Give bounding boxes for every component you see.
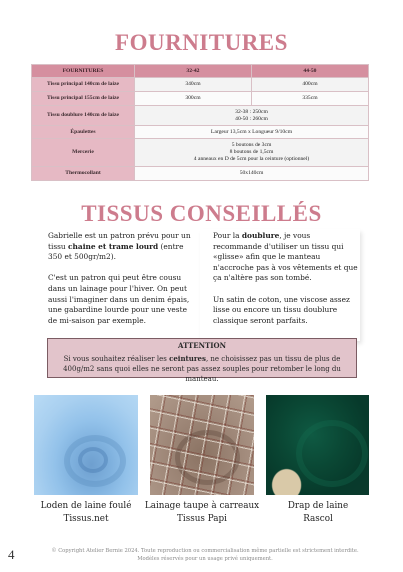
tissus-conseilles-title: TISSUS CONSEILLÉS <box>81 201 322 226</box>
fabric-name: Loden de laine foulé <box>40 501 132 511</box>
fabric-source: Tissus.net <box>63 513 109 524</box>
text: Si vous souhaitez réaliser les <box>63 355 170 363</box>
fournitures-table <box>31 64 369 181</box>
table-row <box>32 139 369 167</box>
table-cell: 400cm <box>251 78 368 92</box>
fabric-fold <box>296 420 368 487</box>
text: (entre 350 et 500gr/m2). <box>48 241 184 262</box>
text: , ne choisissez pas un tissu de plus de 400g/m2 sans quoi elles ne seront pas assez souples pour retomber le long du manteau. <box>63 355 341 383</box>
fabric-fold <box>175 430 240 485</box>
table-header-row <box>32 65 369 78</box>
text: Gabrielle est un patron prévu pour un tissu <box>48 231 191 251</box>
row-label: Épaulettes <box>32 126 135 139</box>
table-cell: 335cm <box>251 92 368 106</box>
cell-line: 4 anneaux en D de 5cm pour la ceinture (optionnel) <box>193 156 310 162</box>
right-column <box>213 231 360 337</box>
attention-title: ATTENTION <box>178 341 226 350</box>
cell-line: 40-50 : 260cm <box>235 115 268 122</box>
cell-line: 8 boutons de 1,5cm <box>229 149 274 155</box>
text: Pour la <box>213 231 242 240</box>
table-cell: 340cm <box>135 78 252 92</box>
fabric-source: Tissus Papi <box>177 513 227 524</box>
cell-line: 5 boutons de 3cm <box>231 142 272 148</box>
fabric-source: Rascol <box>303 513 333 524</box>
cell-line: 32-38 : 250cm <box>235 108 268 115</box>
bold-text: chaine et trame lourd <box>68 241 159 251</box>
fabric-photo-drap <box>266 395 369 495</box>
fournitures-title: FOURNITURES <box>115 30 288 55</box>
table-cell: Largeur 13,5cm x Longueur 9/10cm <box>135 126 369 139</box>
paragraph: C'est un patron qui peut être cousu dans un lainage pour l'hiver. On peut aussi l'imaginer dans un denim épais, une gabardine lourde pour une veste de mi-saison par exemple. <box>48 273 190 325</box>
bold-text: doublure <box>241 231 280 240</box>
page-number: 4 <box>8 547 15 562</box>
text: , je vous recommande d'utiliser un tissu qui «glisse» afin que le manteau n'accroche pas à vos vêtements et que ça n'altère pas son tombé. <box>213 231 358 283</box>
fabric-caption <box>28 500 144 525</box>
attention-box <box>47 338 357 383</box>
fabric-caption <box>262 500 374 525</box>
paragraph <box>213 231 360 284</box>
row-label: Thermocollant <box>32 167 135 181</box>
fabric-photo-lainage <box>150 395 254 495</box>
row-label: Tissu doublure 140cm de laize <box>32 106 135 126</box>
fabric-name: Lainage taupe à carreaux <box>144 501 260 511</box>
table-header: FOURNITURES <box>32 65 135 78</box>
fabric-photo-loden <box>34 395 138 495</box>
fabric-caption <box>140 500 264 525</box>
table-header: 32-42 <box>135 65 252 78</box>
paragraph: Un satin de coton, une viscose assez lisse ou encore un tissu doublure classique seront parfaits. <box>213 294 350 325</box>
row-label: Mercerie <box>32 139 135 167</box>
bold-text: ceintures <box>169 354 206 363</box>
table-header: 44-50 <box>251 65 368 78</box>
row-label: Tissu principal 155cm de laize <box>32 92 135 106</box>
copyright-footer <box>40 548 370 563</box>
fabric-name: Drap de laine <box>287 501 349 511</box>
footer-line: Modèles réservés pour un usage privé uniquement. <box>137 555 273 562</box>
table-row <box>32 106 369 126</box>
footer-line: © Copyright Atelier Bernie 2024. Toute reproduction ou commercialisation même partielle est strictement interdite. <box>51 548 359 554</box>
fabric-fold <box>78 447 108 473</box>
table-cell <box>135 106 369 126</box>
table-cell <box>135 139 369 167</box>
table-row <box>32 167 369 181</box>
attention-text <box>48 354 356 384</box>
table-row <box>32 78 369 92</box>
row-label: Tissu principal 140cm de laize <box>32 78 135 92</box>
left-column <box>48 231 193 337</box>
table-cell: 300cm <box>135 92 252 106</box>
table-row <box>32 126 369 139</box>
table-cell: 50x140cm <box>135 167 369 181</box>
table-row <box>32 92 369 106</box>
paragraph <box>48 231 193 263</box>
